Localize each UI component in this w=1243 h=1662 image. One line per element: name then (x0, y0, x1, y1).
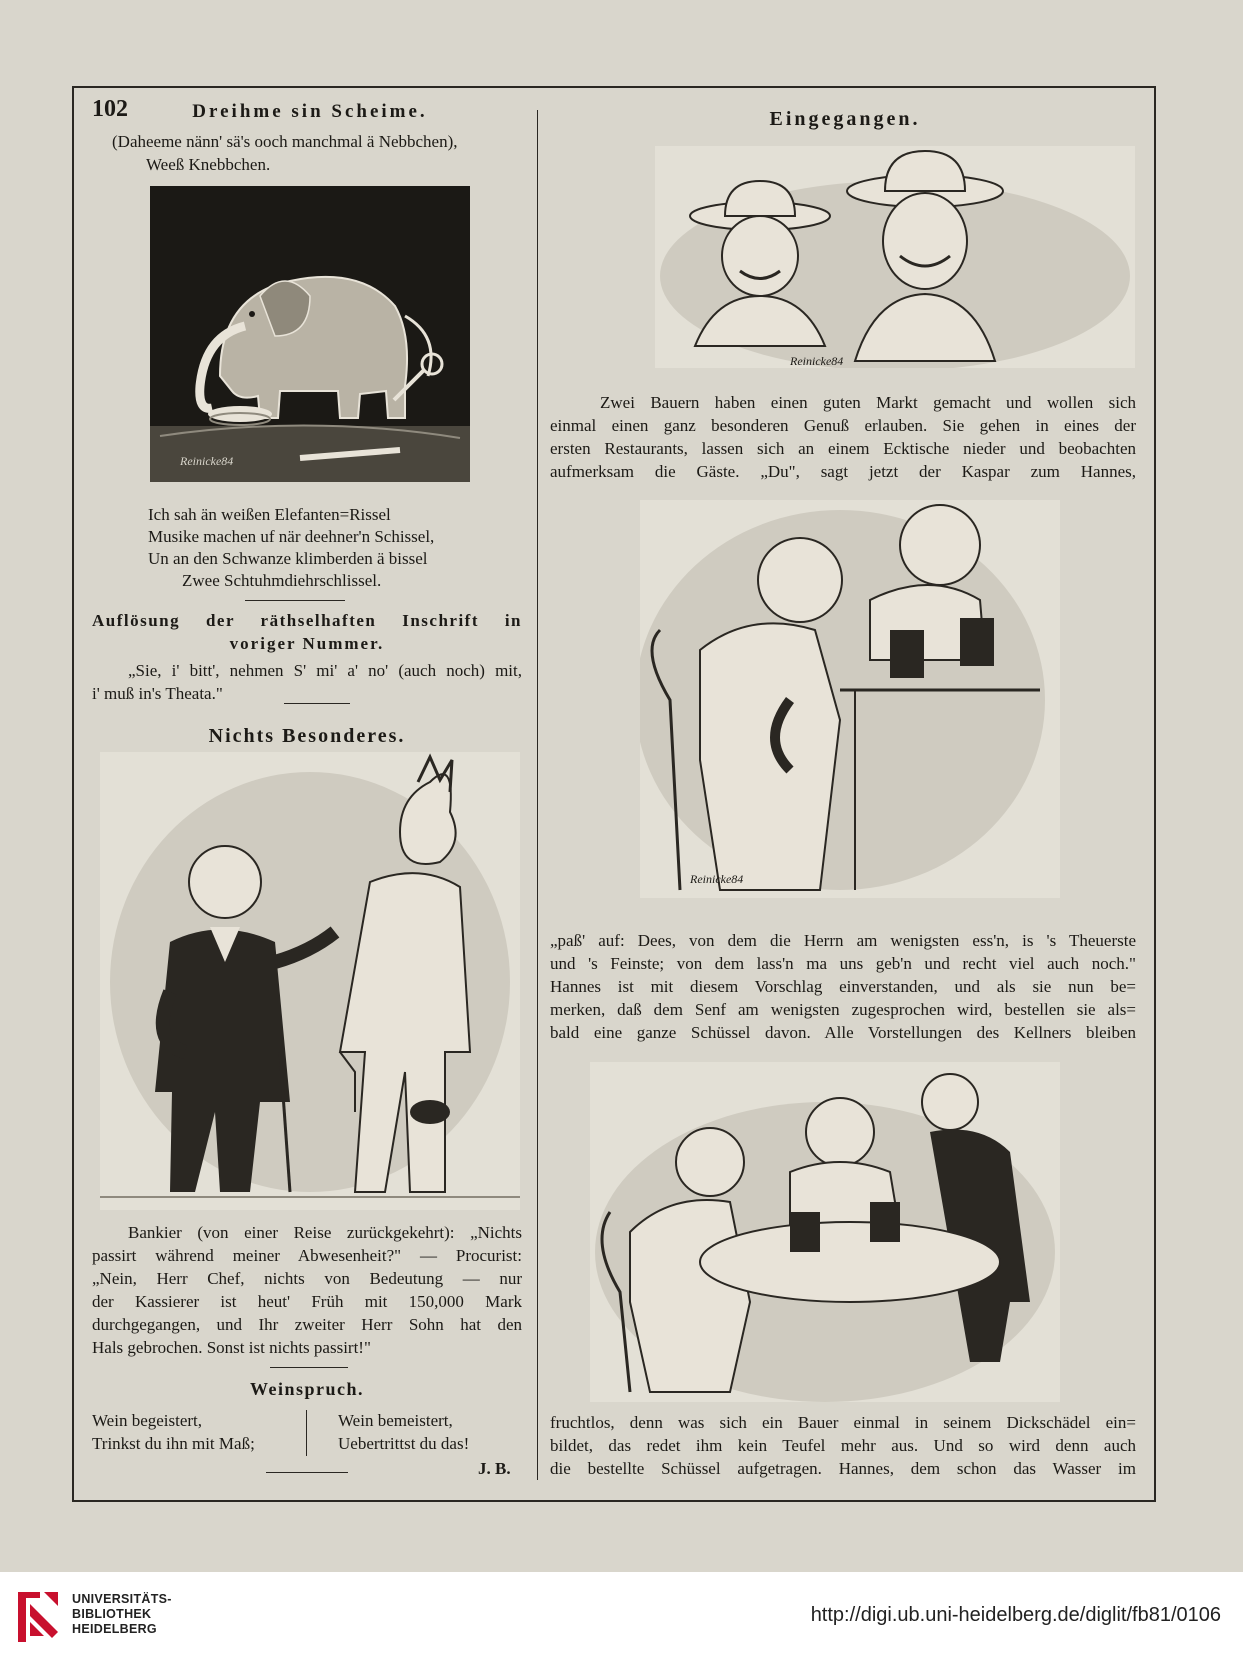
right-title: Eingegangen. (769, 108, 921, 130)
weinspruch-heading: Weinspruch. (249, 1379, 365, 1399)
riddle-text-line-2: i' muß in's Theata." (92, 684, 223, 703)
elephant-illustration (150, 186, 470, 482)
two-farmers-illustration (655, 146, 1135, 368)
poem-stanza-line-3: Un an den Schwanze klimberden ä bissel (148, 549, 428, 568)
weinspruch-left-line-1: Wein begeistert, (92, 1411, 203, 1430)
poem-intro-line-2: Weeß Knebbchen. (146, 155, 271, 174)
nichts-line-5: durchgegangen, und Ihr zweiter Herr Sohn hat den (92, 1315, 522, 1334)
waiter-illustration (590, 1062, 1060, 1402)
frame-right-rule (1154, 86, 1156, 1500)
eingegangen-p2-line-4: merken, daß dem Senf am wenigsten zugesprochen wird, bestellen sie als= (550, 1000, 1136, 1019)
riddle-text-line-1: „Sie, i' bitt', nehmen S' mi' a' no' (auch noch) mit, (128, 661, 522, 680)
eingegangen-p3-line-1: fruchtlos, denn was sich ein Bauer einmal in seinem Dickschädel ein= (550, 1413, 1136, 1432)
source-url-link[interactable]: http://digi.ub.uni-heidelberg.de/diglit/fb81/0106 (810, 1604, 1221, 1626)
library-name-line-2: BIBLIOTHEK (72, 1607, 152, 1621)
left-title: Dreihme sin Scheime. (192, 101, 428, 122)
poem-intro-line-1: (Daheeme nänn' sä's ooch manchmal ä Nebbchen), (112, 132, 458, 151)
weinspruch-right-line-2: Uebertrittst du das! (338, 1434, 470, 1453)
two-farmers-signature: Reinicke84 (790, 354, 844, 368)
section-rule-4 (266, 1472, 348, 1473)
nichts-heading: Nichts Besonderes. (208, 725, 406, 747)
library-name (72, 1592, 172, 1637)
library-name-line-1: UNIVERSITÄTS- (72, 1592, 172, 1606)
poem-stanza-line-4: Zwee Schtuhmdiehrschlissel. (182, 571, 382, 590)
library-name-line-3: HEIDELBERG (72, 1622, 157, 1636)
section-rule-2 (284, 703, 350, 704)
poem-stanza-line-1: Ich sah än weißen Elefanten=Rissel (148, 505, 391, 524)
nichts-line-3: „Nein, Herr Chef, nichts von Bedeutung — nur (92, 1269, 522, 1288)
page-number: 102 (92, 96, 128, 122)
nichts-line-4: der Kassierer ist heut' Früh mit 150,000 Mark (92, 1292, 522, 1311)
eingegangen-p2-line-2: und 's Feinste; von dem lass'n ma uns geb'n und recht viel auch noch." (550, 954, 1136, 973)
elephant-signature: Reinicke84 (180, 454, 234, 468)
eingegangen-p1-line-4: aufmerksam die Gäste. „Du", sagt jetzt der Kaspar zum Hannes, (550, 462, 1136, 481)
farmers-table-illustration (640, 500, 1060, 898)
library-logo-icon (14, 1586, 62, 1648)
column-divider (537, 110, 538, 1480)
eingegangen-p2-line-3: Hannes ist mit diesem Vorschlag einverstanden, und als sie nun be= (550, 977, 1136, 996)
section-rule-1 (245, 600, 345, 601)
frame-top-rule (72, 86, 1156, 88)
eingegangen-p3-line-2: bildet, das redet ihm kein Teufel mehr aus. Und so wird denn auch (550, 1436, 1136, 1455)
nichts-line-2: passirt während meiner Abwesenheit?" — Procurist: (92, 1246, 522, 1265)
nichts-line-1: Bankier (von einer Reise zurückgekehrt): „Nichts (128, 1223, 522, 1242)
eingegangen-p1-line-3: ersten Restaurants, lassen sich an einem Ecktische nieder und beobachten (550, 439, 1136, 458)
riddle-heading-line-2: voriger Nummer. (229, 634, 385, 653)
table-signature: Reinicke84 (690, 872, 744, 886)
weinspruch-right-line-1: Wein bemeistert, (338, 1411, 453, 1430)
weinspruch-divider (306, 1410, 307, 1456)
eingegangen-p2-line-1: „paß' auf: Dees, von dem die Herrn am wenigsten ess'n, is 's Theuerste (550, 931, 1136, 950)
weinspruch-left-line-2: Trinkst du ihn mit Maß; (92, 1434, 255, 1453)
frame-left-rule (72, 86, 74, 1500)
eingegangen-p3-line-3: die bestellte Schüssel aufgetragen. Hannes, dem schon das Wasser im (550, 1459, 1136, 1478)
riddle-heading-line-1: Auflösung der räthselhaften Inschrift in (92, 611, 522, 630)
nichts-line-6: Hals gebrochen. Sonst ist nichts passirt!" (92, 1338, 371, 1357)
eingegangen-p1-line-1: Zwei Bauern haben einen guten Markt gemacht und wollen sich (600, 393, 1136, 412)
library-footer (0, 1572, 1243, 1662)
weinspruch-signature: J. B. (478, 1459, 511, 1478)
section-rule-3 (270, 1367, 348, 1368)
frame-bottom-rule (72, 1500, 1156, 1502)
banker-illustration (100, 752, 520, 1210)
poem-stanza-line-2: Musike machen uf när deehner'n Schissel, (148, 527, 435, 546)
eingegangen-p2-line-5: bald eine ganze Schüssel davon. Alle Vorstellungen des Kellners bleiben (550, 1023, 1136, 1042)
eingegangen-p1-line-2: einmal einen ganz besonderen Genuß erlauben. Sie gehen in eines der (550, 416, 1136, 435)
